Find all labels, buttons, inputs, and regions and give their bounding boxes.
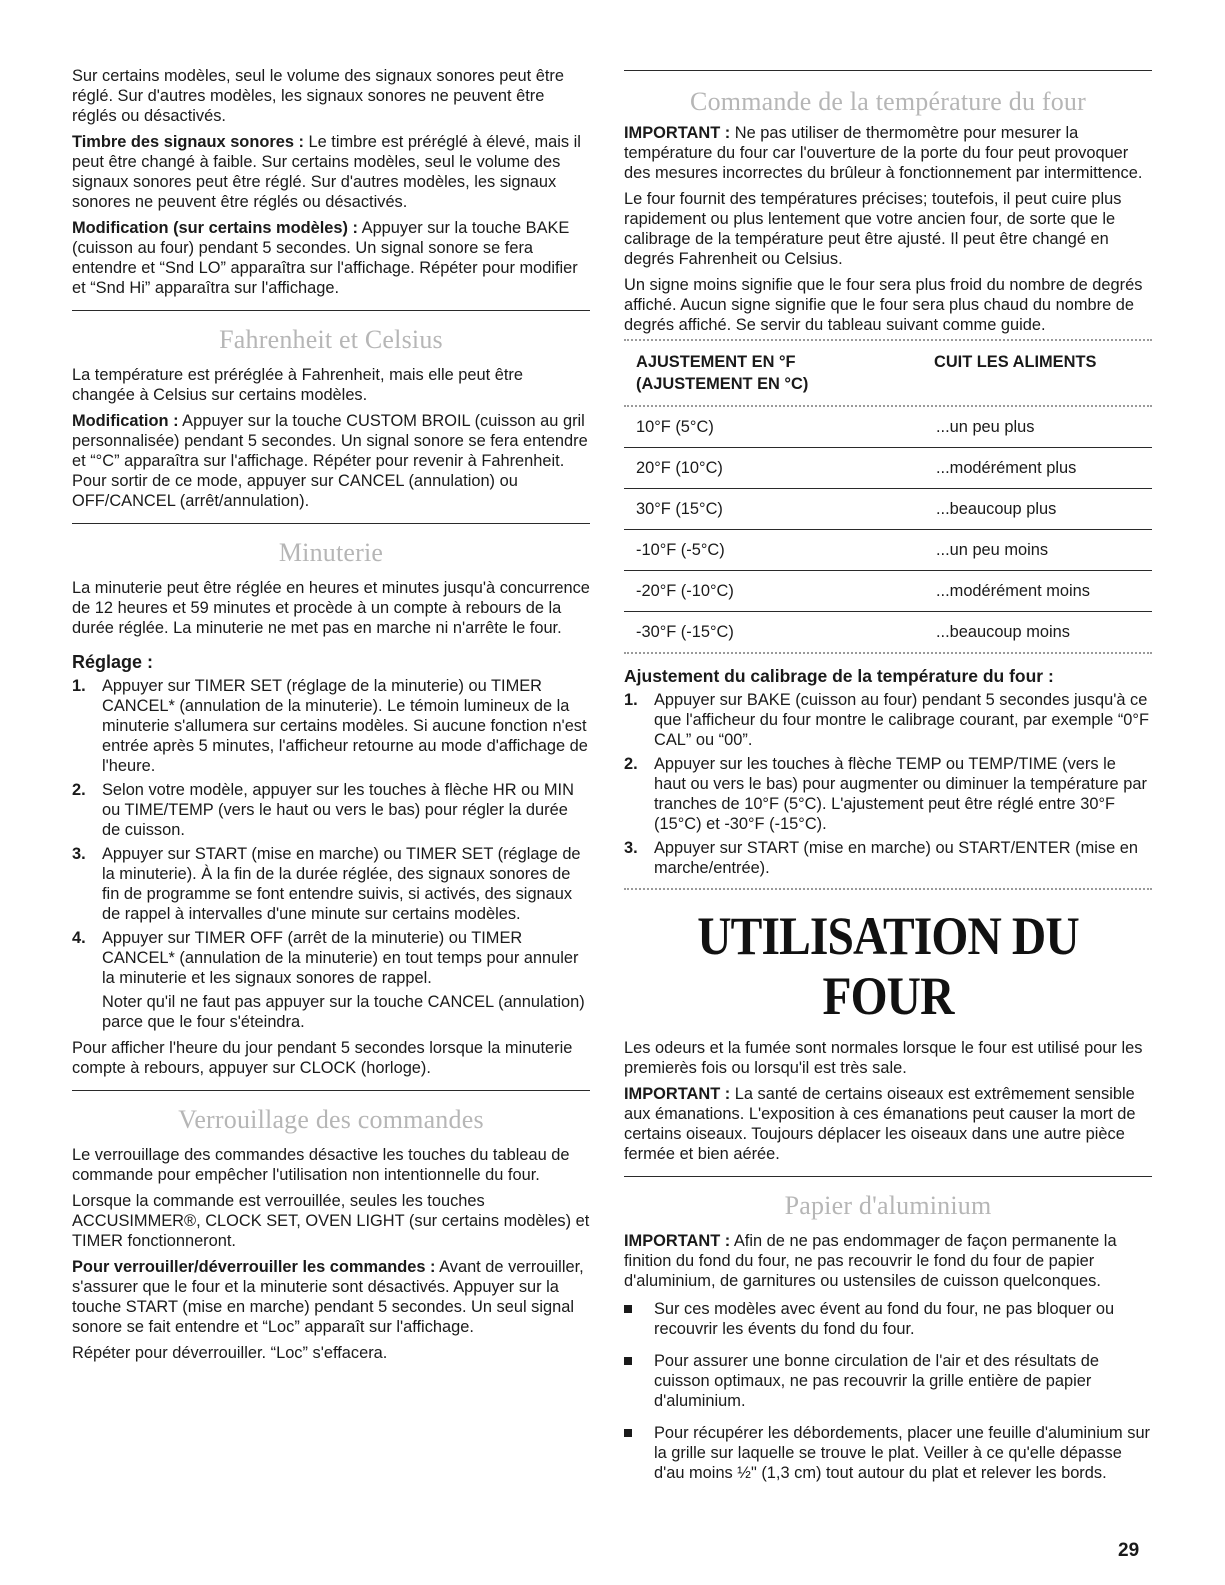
commande-paragraph-3: Un signe moins signifie que le four sera plus froid du nombre de degrés affiché. Aucun signe signifie que le four sera plus chaud du nombre de degrés affiché. Se servir du tableau suivant comme guide. (624, 276, 1143, 334)
table-header-adjustment (624, 341, 922, 405)
papier-important (624, 1231, 1152, 1291)
reglage-heading: Réglage : (72, 652, 154, 672)
section-title-papier: Papier d'aluminium (784, 1191, 992, 1220)
bullet-text: Pour assurer une bonne circulation de l'air et des résultats de cuisson optimaux, ne pas recouvrir la grille entière de papier d'aluminium. (654, 1352, 1100, 1410)
table-cell-result: ...un peu plus (936, 418, 1035, 436)
calibrage-heading: Ajustement du calibrage de la température du four : (624, 666, 1054, 686)
table-cell-adjustment: -20°F (-10°C) (624, 571, 924, 612)
list-item (624, 1351, 1152, 1411)
lock-text: Avant de verrouiller, s'assurer que le four et la minuterie sont désactivés. Appuyer sur la touche START (mise en marche) pendant 5 secondes. Un seul signal sonore se fait entendre et “Loc” apparaît sur l'affichage. (72, 1258, 584, 1336)
step-number: 4. (72, 929, 86, 947)
list-item (624, 690, 1152, 750)
adjustment-table-body (624, 407, 1152, 652)
timbre-paragraph (72, 132, 590, 212)
section-title-minuterie: Minuterie (278, 538, 384, 567)
verrouillage-lock-paragraph (72, 1257, 590, 1337)
step-number: 1. (72, 677, 86, 695)
section-title-commande: Commande de la température du four (690, 87, 1086, 116)
commande-paragraph-2: Le four fournit des températures précises; toutefois, il peut cuire plus rapidement ou plus lentement que votre ancien four, de sorte que le calibrage de la température peut être ajusté. Il peut être changé en degrés Fahrenheit ou Celsius. (624, 190, 1122, 268)
step-text: Appuyer sur les touches à flèche TEMP ou TEMP/TIME (vers le haut ou vers le bas) pour augmenter ou diminuer la température par tranches de 10°F (5°C). L'ajustement peut être réglé entre 30°F (15°C) et -30°F (-15°C). (654, 755, 1147, 833)
table-row (624, 571, 1152, 612)
table-header-result: CUIT LES ALIMENTS (934, 353, 1097, 371)
fahrenheit-modification-text: Appuyer sur la touche CUSTOM BROIL (cuisson au gril personnalisée) pendant 5 secondes. Un signal sonore se fera entendre et “°C” apparaîtra sur l'affichage. Répéter pour revenir à Fahrenheit. Pour sortir de ce mode, appuyer sur CANCEL (annulation) ou OFF/CANCEL (arrêt/annulation). (72, 412, 588, 510)
important-label: IMPORTANT : (624, 1232, 731, 1250)
important-label: IMPORTANT : (624, 1085, 731, 1103)
step-text: Appuyer sur START (mise en marche) ou START/ENTER (mise en marche/entrée). (654, 839, 1138, 877)
chapter-title: UTILISATION DU FOUR (697, 906, 1079, 1026)
table-cell-adjustment: -30°F (-15°C) (624, 612, 924, 653)
papier-bullets (624, 1299, 1152, 1483)
header-line-2: (AJUSTEMENT EN °C) (636, 375, 809, 393)
section-divider (624, 70, 1152, 71)
table-bottom-border (624, 652, 1152, 654)
step-number: 3. (624, 839, 638, 857)
fahrenheit-modification (72, 411, 590, 511)
section-divider-dotted (624, 888, 1152, 890)
utilisation-paragraph: Les odeurs et la fumée sont normales lorsque le four est utilisé pour les premierès fois ou lorsqu'il est très sale. (624, 1039, 1143, 1077)
step-text: Appuyer sur TIMER SET (réglage de la minuterie) ou TIMER CANCEL* (annulation de la minuterie). Le témoin lumineux de la minuterie s'allumera sur certains modèles. Si aucune fonction n'est entrée après 5 minutes, l'afficheur retourne au mode d'affichage de l'heure. (102, 677, 588, 775)
timbre-text: Le timbre est préréglé à élevé, mais il peut être changé à faible. Sur certains modèles, seul le volume des signaux sonores peut être réglé. Sur d'autres modèles, les signaux sonores ne peuvent être réglés ou désactivés. (72, 133, 581, 211)
step-note: Noter qu'il ne faut pas appuyer sur la touche CANCEL (annulation) parce que le four s'éteindra. (102, 993, 585, 1031)
important-text: Ne pas utiliser de thermomètre pour mesurer la température du four car l'ouverture de la porte du four peut provoquer des mesures incorrectes du brûleur à fonctionnement par intermittence. (624, 124, 1143, 182)
table-row (624, 407, 1152, 448)
fahrenheit-paragraph: La température est préréglée à Fahrenheit, mais elle peut être changée à Celsius sur certains modèles. (72, 366, 523, 404)
commande-important (624, 123, 1152, 183)
section-title-verrouillage: Verrouillage des commandes (178, 1105, 484, 1134)
modification-text: Appuyer sur la touche BAKE (cuisson au four) pendant 5 secondes. Un signal sonore se fera entendre et “Snd LO” apparaîtra sur l'affichage. Répéter pour modifier et “Snd Hi” apparaîtra sur l'affichage. (72, 219, 578, 297)
timbre-label: Timbre des signaux sonores : (72, 133, 304, 151)
header-line-1: AJUSTEMENT EN °F (636, 353, 796, 371)
table-cell-adjustment: -10°F (-5°C) (624, 530, 924, 571)
verrouillage-paragraph: Le verrouillage des commandes désactive les touches du tableau de commande pour empêcher l'utilisation non intentionnelle du four. (72, 1146, 570, 1184)
list-item (624, 1423, 1152, 1483)
list-item (624, 838, 1152, 878)
minuterie-end-paragraph: Pour afficher l'heure du jour pendant 5 secondes lorsque la minuterie compte à rebours, appuyer sur CLOCK (horloge). (72, 1039, 573, 1077)
table-cell-result: ...beaucoup moins (924, 612, 1152, 653)
step-number: 1. (624, 691, 638, 709)
table-cell-result: ...modérément plus (924, 448, 1152, 489)
list-item (72, 676, 590, 776)
table-cell-adjustment: 20°F (10°C) (624, 448, 924, 489)
table-cell-adjustment: 10°F (5°C) (636, 418, 714, 436)
table-cell-result: ...beaucoup plus (924, 489, 1152, 530)
table-row (624, 448, 1152, 489)
minuterie-paragraph: La minuterie peut être réglée en heures et minutes jusqu'à concurrence de 12 heures et 59 minutes et procède à un compte à rebours de la durée réglée. La minuterie ne met pas en marche ni n'arrête le four. (72, 579, 590, 637)
bullet-text: Sur ces modèles avec évent au fond du four, ne pas bloquer ou recouvrir les évents du fond du four. (654, 1300, 1115, 1338)
page-number: 29 (1118, 1540, 1140, 1561)
important-label: IMPORTANT : (624, 124, 731, 142)
utilisation-important (624, 1084, 1152, 1164)
step-text: Appuyer sur START (mise en marche) ou TIMER SET (réglage de la minuterie). À la fin de la durée réglée, des signaux sonores de fin de programme se font entendre suivis, si activés, des signaux de rappel à intervalles d'une minute sur certains modèles. (102, 845, 581, 923)
right-column (624, 70, 1152, 1495)
table-header-row (624, 341, 1152, 405)
table-cell-result: ...modérément moins (924, 571, 1152, 612)
table-cell-result: ...un peu moins (924, 530, 1152, 571)
table-cell-adjustment: 30°F (15°C) (624, 489, 924, 530)
square-bullet-icon (624, 1357, 632, 1365)
list-item (72, 844, 590, 924)
adjustment-table (624, 341, 1152, 405)
fahrenheit-modification-label: Modification : (72, 412, 179, 430)
list-item (72, 780, 590, 840)
important-text: Afin de ne pas endommager de façon permanente la finition du fond du four, ne pas recouvrir le fond du four de papier d'aluminium, de garnitures ou ustensiles de cuisson quelconques. (624, 1232, 1117, 1290)
verrouillage-keys-paragraph: Lorsque la commande est verrouillée, seules les touches ACCUSIMMER®, CLOCK SET, OVEN LIGHT (sur certains modèles) et TIMER fonctionneront. (72, 1192, 590, 1250)
step-number: 2. (72, 781, 86, 799)
section-divider (72, 1090, 590, 1091)
step-text: Selon votre modèle, appuyer sur les touches à flèche HR ou MIN ou TIME/TEMP (vers le haut ou vers le bas) pour régler la durée de cuisson. (102, 781, 574, 839)
modification-paragraph (72, 218, 590, 298)
list-item (624, 754, 1152, 834)
left-column (72, 66, 590, 1369)
step-text: Appuyer sur BAKE (cuisson au four) pendant 5 secondes jusqu'à ce que l'afficheur du four montre le calibrage courant, par exemple “0°F CAL” ou “00”. (654, 691, 1149, 749)
section-title-fahrenheit: Fahrenheit et Celsius (219, 325, 443, 354)
section-divider (624, 1176, 1152, 1177)
table-row (624, 530, 1152, 571)
square-bullet-icon (624, 1305, 632, 1313)
table-row (624, 489, 1152, 530)
list-item (72, 928, 590, 1032)
minuterie-steps (72, 676, 590, 1032)
section-divider (72, 310, 590, 311)
step-number: 2. (624, 755, 638, 773)
step-text: Appuyer sur TIMER OFF (arrêt de la minuterie) ou TIMER CANCEL* (annulation de la minuterie) en tout temps pour annuler la minuterie et les signaux sonores de rappel. (102, 929, 579, 987)
calibrage-steps (624, 690, 1152, 878)
section-divider (72, 523, 590, 524)
square-bullet-icon (624, 1429, 632, 1437)
list-item (624, 1299, 1152, 1339)
intro-paragraph: Sur certains modèles, seul le volume des signaux sonores peut être réglé. Sur d'autres modèles, les signaux sonores ne peuvent être réglés ou désactivés. (72, 67, 564, 125)
modification-label: Modification (sur certains modèles) : (72, 219, 358, 237)
lock-label: Pour verrouiller/déverrouiller les commandes : (72, 1258, 436, 1276)
bullet-text: Pour récupérer les débordements, placer une feuille d'aluminium sur la grille sur laquelle se trouve le plat. Veiller à ce qu'elle dépasse d'au moins ½" (1,3 cm) tout autour du plat et relever les bords. (654, 1424, 1151, 1482)
table-row (624, 612, 1152, 653)
verrouillage-end-paragraph: Répéter pour déverrouiller. “Loc” s'effacera. (72, 1344, 388, 1362)
step-number: 3. (72, 845, 86, 863)
important-text: La santé de certains oiseaux est extrêmement sensible aux émanations. L'exposition à ces émanations peut causer la mort de certains oiseaux. Toujours déplacer les oiseaux dans une autre pièce fermée et bien aérée. (624, 1085, 1136, 1163)
